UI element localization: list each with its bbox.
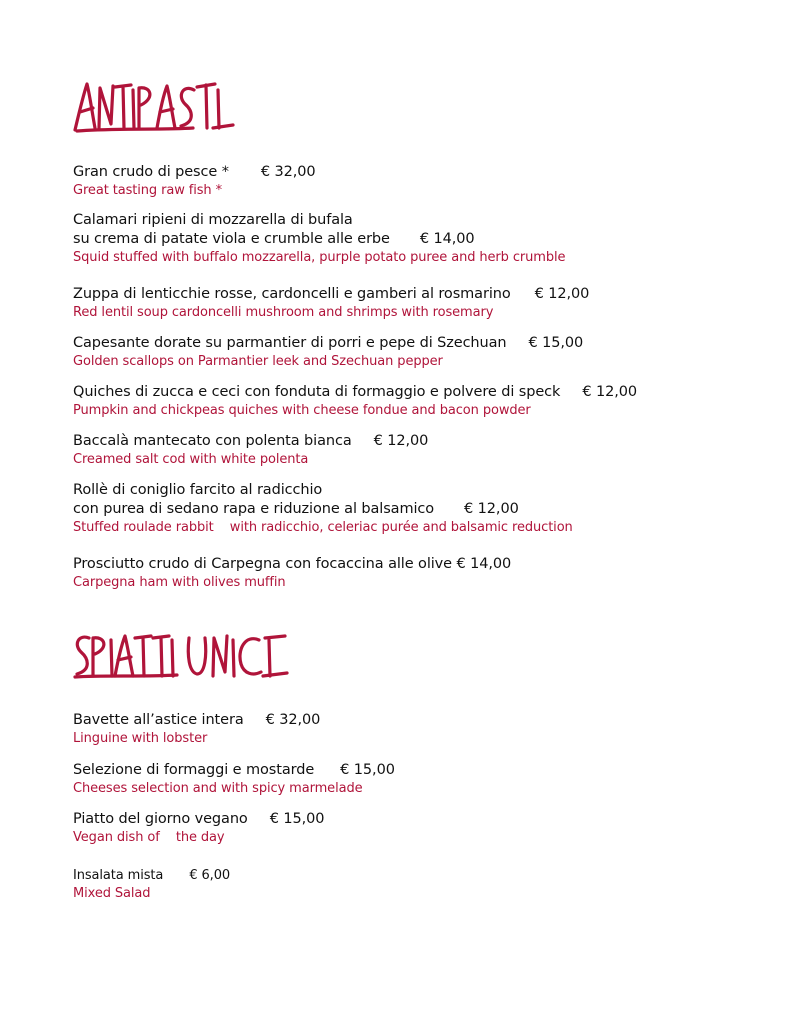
item-translation: Pumpkin and chickpeas quiches with cheese fondue and bacon powder xyxy=(73,403,531,418)
item-translation: Great tasting raw fish * xyxy=(73,183,223,198)
item-name: Selezione di formaggi e mostarde xyxy=(73,762,315,778)
item-price: € 15,00 xyxy=(528,335,584,351)
menu-item xyxy=(73,163,316,200)
menu-item xyxy=(73,555,511,592)
item-translation: Mixed Salad xyxy=(73,886,151,901)
item-translation: Linguine with lobster xyxy=(73,731,208,746)
piatti-unici-script-graphic xyxy=(73,630,295,682)
item-name: Zuppa di lenticchie rosse, cardoncelli e gamberi al rosmarino xyxy=(73,286,511,302)
item-translation: Cheeses selection and with spicy marmelade xyxy=(73,781,363,796)
item-name: Quiches di zucca e ceci con fonduta di formaggio e polvere di speck xyxy=(73,384,561,400)
item-name-line1: Calamari ripieni di mozzarella di bufala xyxy=(73,212,353,228)
section-title-antipasti xyxy=(73,78,235,134)
antipasti-script-graphic xyxy=(73,78,235,134)
item-name: Piatto del giorno vegano xyxy=(73,811,248,827)
item-price: € 12,00 xyxy=(534,286,590,302)
menu-item xyxy=(73,711,320,748)
item-name: Prosciutto crudo di Carpegna con focaccina alle olive € 14,00 xyxy=(73,556,512,572)
item-price: € 12,00 xyxy=(582,384,637,400)
menu-item xyxy=(73,334,583,371)
item-name: Baccalà mantecato con polenta bianca xyxy=(73,433,352,449)
item-name: Capesante dorate su parmantier di porri e pepe di Szechuan xyxy=(73,335,507,351)
menu-item xyxy=(73,810,324,847)
item-translation: Creamed salt cod with white polenta xyxy=(73,452,309,467)
menu-item xyxy=(73,432,428,469)
menu-item xyxy=(73,383,637,420)
item-name: Bavette all’astice intera xyxy=(73,712,244,728)
item-translation: Golden scallops on Parmantier leek and Szechuan pepper xyxy=(73,354,443,369)
item-price: € 6,00 xyxy=(189,868,231,883)
menu-item xyxy=(73,285,589,322)
item-name: Insalata mista xyxy=(73,868,164,883)
item-translation: Red lentil soup cardoncelli mushroom and shrimps with rosemary xyxy=(73,305,494,320)
menu-item xyxy=(73,211,565,267)
section-title-piatti-unici xyxy=(73,630,295,682)
item-price: € 32,00 xyxy=(265,712,321,728)
item-price: € 12,00 xyxy=(464,501,519,517)
menu-item xyxy=(73,866,230,903)
item-price: € 12,00 xyxy=(373,433,429,449)
item-price: € 32,00 xyxy=(260,164,316,180)
item-translation: Stuffed roulade rabbit with radicchio, celeriac purée and balsamic reduction xyxy=(73,520,573,535)
item-name: su crema di patate viola e crumble alle erbe xyxy=(73,231,390,247)
item-translation: Carpegna ham with olives muffin xyxy=(73,575,286,590)
item-translation: Vegan dish of the day xyxy=(73,830,225,845)
item-name: con purea di sedano rapa e riduzione al balsamico xyxy=(73,501,435,517)
menu-item xyxy=(73,761,395,798)
item-price: € 15,00 xyxy=(269,811,325,827)
item-price: € 15,00 xyxy=(340,762,395,778)
item-price: € 14,00 xyxy=(419,231,475,247)
item-name-line1: Rollè di coniglio farcito al radicchio xyxy=(73,482,323,498)
item-name: Gran crudo di pesce * xyxy=(73,164,229,180)
menu-item xyxy=(73,481,573,537)
item-translation: Squid stuffed with buffalo mozzarella, purple potato puree and herb crumble xyxy=(73,250,566,265)
